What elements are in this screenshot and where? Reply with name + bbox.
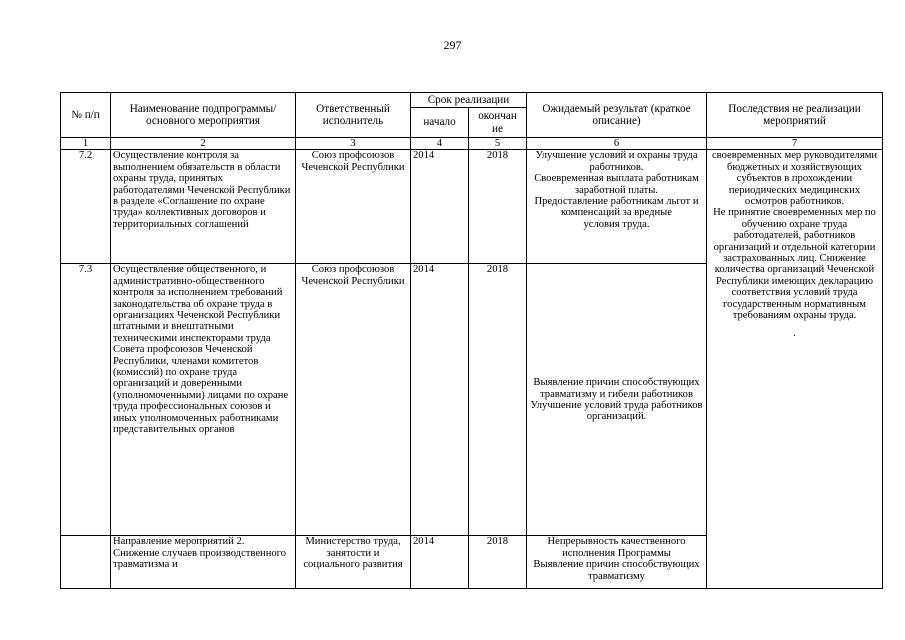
header-period: Срок реализации [411, 93, 527, 108]
consequences-text: своевременных мер руководителями бюджетных и хозяйствующих субъектов в прохождении периодических медицинских осмотров работников. Не принятие своевременных мер по обучению охране труда работодателей, работников организаций и отдельной категории застрахованных лиц. Снижение количества организаций Чеченской Республики имеющих декларацию соответствия условий труда государственным нормативным требованиям охраны труда. [711, 150, 878, 322]
header-consequences: Последствия не реализации мероприятий [707, 93, 883, 138]
table-row [61, 150, 883, 264]
row-result: Улучшение условий и охраны труда работников. Своевременная выплата работникам заработной платы. Предоставление работникам льгот и компенсаций за вредные условия труда. [527, 150, 707, 264]
column-number: 4 [411, 138, 469, 150]
column-number: 2 [111, 138, 296, 150]
header-end: окончан ие [469, 108, 527, 138]
row-name: Осуществление общественного, и административно-общественного контроля за исполнением требований законодательства об охране труда в организациях Чеченской Республики штатными и внештатными техническими инспекторами труда Совета профсоюзов Чеченской Республики, членами комитетов (комиссий) по охране труда организаций и доверенными (уполномоченными) лицами по охране труда профессиональных союзов и иных уполномоченных работниками представительных органов [111, 264, 296, 536]
stray-mark: . [793, 327, 796, 339]
row-end: 2018 [469, 150, 527, 264]
row-responsible: Министерство труда, занятости и социального развития [296, 536, 411, 589]
column-number: 3 [296, 138, 411, 150]
program-table [60, 92, 883, 589]
row-result: Выявление причин способствующих травматизму и гибели работников Улучшение условий труда работников организаций. [527, 264, 707, 536]
column-number-row [61, 138, 883, 150]
consequences-cell [707, 150, 883, 589]
row-end: 2018 [469, 264, 527, 536]
column-number: 1 [61, 138, 111, 150]
row-name: Направление мероприятий 2. Снижение случаев производственного травматизма и [111, 536, 296, 589]
row-number: 7.2 [61, 150, 111, 264]
row-result: Непрерывность качественного исполнения Программы Выявление причин способствующих травматизму [527, 536, 707, 589]
column-number: 7 [707, 138, 883, 150]
header-responsible: Ответственный исполнитель [296, 93, 411, 138]
header-start: начало [411, 108, 469, 138]
page-number: 297 [443, 38, 462, 52]
row-start: 2014 [411, 150, 469, 264]
row-number [61, 536, 111, 589]
header-name: Наименование подпрограммы/ основного мероприятия [111, 93, 296, 138]
column-number: 5 [469, 138, 527, 150]
row-start: 2014 [411, 536, 469, 589]
column-number: 6 [527, 138, 707, 150]
row-responsible: Союз профсоюзов Чеченской Республики [296, 150, 411, 264]
row-responsible: Союз профсоюзов Чеченской Республики [296, 264, 411, 536]
row-start: 2014 [411, 264, 469, 536]
row-name: Осуществление контроля за выполнением обязательств в области охраны труда, принятых работодателями Чеченской Республики в разделе «Соглашение по охране труда» коллективных договоров и территориальных соглашений [111, 150, 296, 264]
row-number: 7.3 [61, 264, 111, 536]
row-end: 2018 [469, 536, 527, 589]
header-result: Ожидаемый результат (краткое описание) [527, 93, 707, 138]
header-num: № п/п [61, 93, 111, 138]
